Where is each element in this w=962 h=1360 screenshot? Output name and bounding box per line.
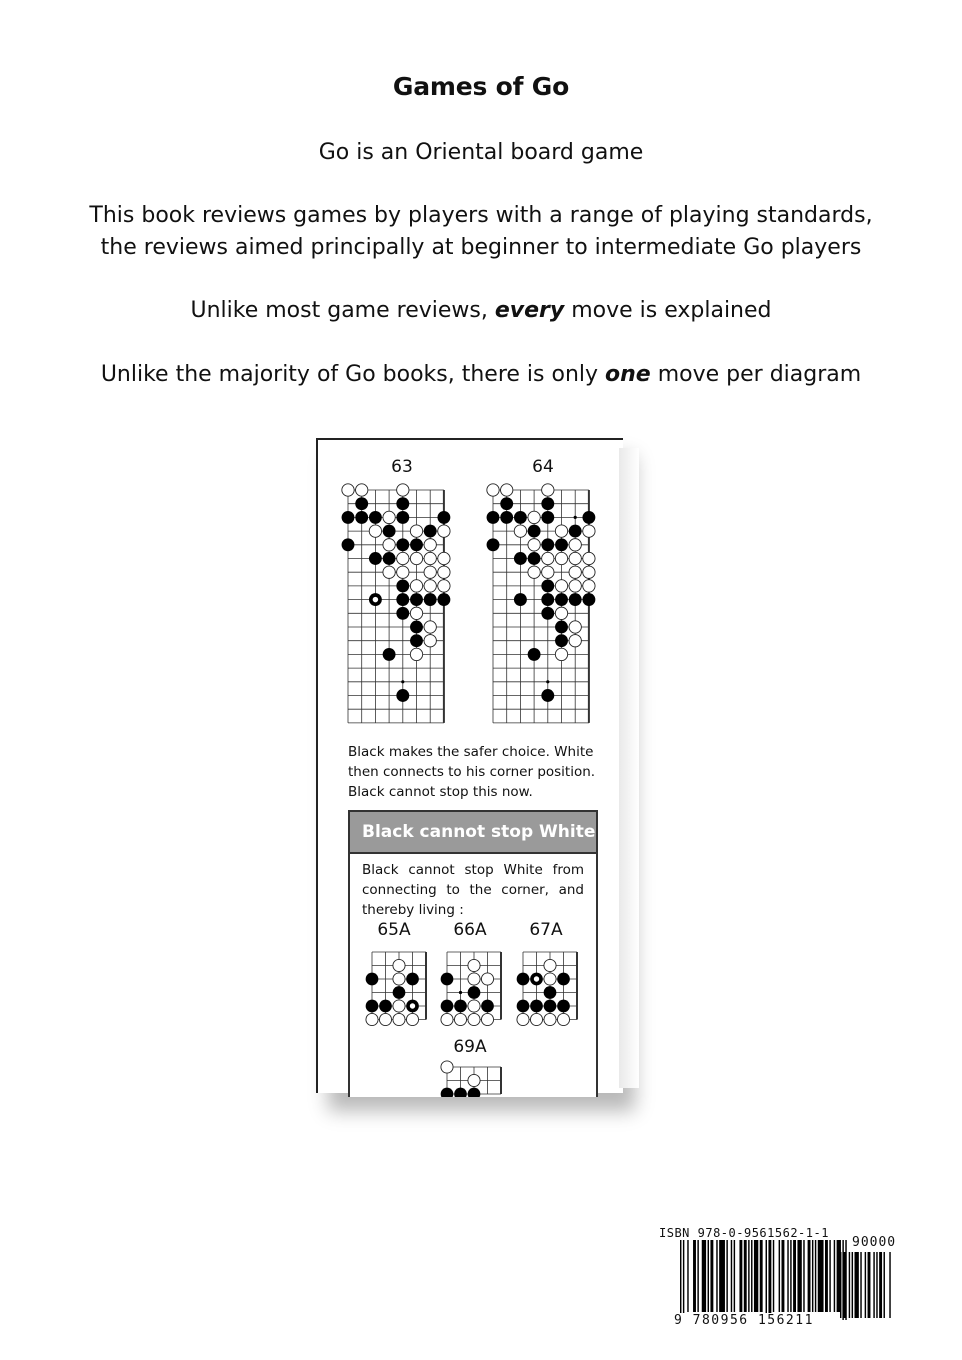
black-stone (528, 648, 541, 661)
black-stone (396, 511, 409, 524)
black-stone (396, 607, 409, 620)
diagram-label-64: 64 (532, 457, 554, 477)
black-stone (557, 1000, 570, 1013)
barcode (672, 1240, 932, 1320)
black-stone (437, 593, 450, 606)
black-stone (437, 511, 450, 524)
black-stone (514, 511, 527, 524)
white-stone (454, 1013, 466, 1025)
diagram-label-63: 63 (391, 457, 413, 477)
barcode-digits: 9 780956 156211 (674, 1313, 814, 1328)
black-stone (555, 634, 568, 647)
star-point (401, 680, 404, 683)
go-board-69a (441, 1061, 501, 1097)
white-stone (555, 607, 567, 619)
white-stone (468, 1000, 480, 1012)
go-board-66a (441, 952, 501, 1026)
white-stone (544, 973, 556, 985)
black-stone (530, 1000, 543, 1013)
white-stone (383, 511, 395, 523)
caption-line: Black makes the safer choice. White (348, 744, 594, 760)
white-stone (468, 959, 480, 971)
black-stone (369, 511, 382, 524)
black-stone (424, 525, 437, 538)
black-stone (557, 973, 570, 986)
white-stone (555, 580, 567, 592)
black-stone (544, 986, 557, 999)
white-stone (438, 552, 450, 564)
subtitle: Go is an Oriental board game (318, 140, 644, 165)
star-point (459, 991, 462, 994)
black-stone (396, 538, 409, 551)
black-stone (528, 552, 541, 565)
white-stone (528, 539, 540, 551)
black-stone (355, 497, 368, 510)
caption-line: then connects to his corner position. (348, 764, 596, 780)
torn-edge-shade (619, 448, 639, 1088)
white-stone (542, 552, 554, 564)
white-stone (424, 539, 436, 551)
black-stone (517, 1000, 530, 1013)
white-stone (583, 566, 595, 578)
black-stone (514, 593, 527, 606)
black-stone (468, 986, 481, 999)
black-stone (406, 973, 419, 986)
white-stone (366, 1013, 378, 1025)
black-stone (396, 593, 409, 606)
white-stone (441, 1061, 453, 1073)
black-stone (366, 1000, 379, 1013)
white-stone (441, 1013, 453, 1025)
white-stone (356, 484, 368, 496)
white-stone (383, 566, 395, 578)
black-stone (582, 511, 595, 524)
white-stone (468, 1013, 480, 1025)
white-stone (542, 484, 554, 496)
white-stone (530, 1013, 542, 1025)
white-stone (393, 959, 405, 971)
white-stone (424, 621, 436, 633)
white-stone (542, 566, 554, 578)
black-stone (541, 607, 554, 620)
black-stone (569, 525, 582, 538)
white-stone (555, 525, 567, 537)
white-stone (438, 566, 450, 578)
black-stone (481, 1000, 494, 1013)
black-stone (366, 973, 379, 986)
white-stone (583, 525, 595, 537)
white-stone (514, 525, 526, 537)
white-stone (583, 580, 595, 592)
black-stone (555, 538, 568, 551)
white-stone (569, 580, 581, 592)
white-stone (468, 973, 480, 985)
black-stone (383, 552, 396, 565)
black-stone (544, 1000, 557, 1013)
black-stone (383, 525, 396, 538)
price-code: 90000 (852, 1235, 897, 1250)
white-stone (397, 552, 409, 564)
unlike-line-1 (0, 298, 962, 323)
black-stone (500, 511, 513, 524)
white-stone (383, 539, 395, 551)
star-point (546, 680, 549, 683)
white-stone (487, 484, 499, 496)
sidebar-box-text: Black cannot stop White from connecting to the corner, and thereby living : (362, 862, 584, 918)
white-stone (583, 552, 595, 564)
black-stone (379, 1000, 392, 1013)
diagram-label-65a: 65A (377, 920, 411, 940)
star-point (574, 516, 577, 519)
black-stone (528, 525, 541, 538)
black-stone (487, 538, 500, 551)
barcode-bars (680, 1240, 847, 1320)
white-stone (406, 1013, 418, 1025)
white-stone (555, 552, 567, 564)
black-stone (355, 511, 368, 524)
black-stone (393, 986, 406, 999)
white-stone (410, 580, 422, 592)
diagram-label-69a: 69A (453, 1037, 487, 1057)
black-stone (410, 621, 423, 634)
unlike-2-post: move per diagram (650, 362, 862, 387)
black-stone (500, 497, 513, 510)
black-stone (383, 648, 396, 661)
black-stone (454, 1000, 467, 1013)
go-diagrams-63-64 (318, 440, 623, 740)
white-stone (501, 484, 513, 496)
black-stone (441, 973, 454, 986)
excerpt-page (316, 438, 623, 1093)
white-stone (369, 525, 381, 537)
white-stone (557, 1013, 569, 1025)
white-stone (393, 1013, 405, 1025)
black-stone (441, 1000, 454, 1013)
white-stone (438, 580, 450, 592)
diagram-label-66a: 66A (453, 920, 487, 940)
black-stone (410, 634, 423, 647)
white-stone (544, 1013, 556, 1025)
barcode-addon-bars (840, 1252, 891, 1318)
unlike-2-emphasis: one (605, 362, 651, 387)
white-stone (528, 511, 540, 523)
isbn-text: ISBN 978-0-9561562-1-1 (659, 1226, 829, 1240)
white-stone (410, 607, 422, 619)
white-stone (342, 484, 354, 496)
white-stone (397, 566, 409, 578)
white-stone (468, 1074, 480, 1086)
white-stone (397, 484, 409, 496)
black-stone (582, 593, 595, 606)
white-stone (544, 959, 556, 971)
go-board-67a (517, 952, 577, 1026)
black-stone (468, 1088, 481, 1097)
diagram-label-67a: 67A (529, 920, 563, 940)
unlike-1-post: move is explained (564, 298, 772, 323)
white-stone (517, 1013, 529, 1025)
black-stone (569, 593, 582, 606)
go-board-65a (366, 952, 426, 1026)
white-stone (569, 539, 581, 551)
white-stone (410, 552, 422, 564)
unlike-2-pre: Unlike the majority of Go books, there is only (100, 362, 606, 387)
black-stone (555, 593, 568, 606)
white-stone (410, 525, 422, 537)
go-board-63 (342, 484, 451, 723)
black-stone (541, 593, 554, 606)
black-stone (541, 511, 554, 524)
black-stone (514, 552, 527, 565)
black-stone (541, 538, 554, 551)
page-excerpt (316, 438, 646, 1158)
white-stone (438, 525, 450, 537)
book-title: Games of Go (392, 72, 570, 101)
black-stone (369, 552, 382, 565)
white-stone (410, 648, 422, 660)
white-stone (393, 1000, 405, 1012)
white-stone (569, 635, 581, 647)
white-stone (379, 1013, 391, 1025)
white-stone (393, 973, 405, 985)
black-stone (424, 593, 437, 606)
unlike-1-pre: Unlike most game reviews, (190, 298, 495, 323)
white-stone (424, 580, 436, 592)
black-stone (396, 579, 409, 592)
sidebar-box-title: Black cannot stop White (350, 812, 596, 854)
black-stone (541, 497, 554, 510)
white-stone (555, 648, 567, 660)
caption-line: Black cannot stop this now. (348, 784, 533, 800)
unlike-line-2 (0, 362, 962, 387)
black-stone (396, 497, 409, 510)
white-stone (569, 621, 581, 633)
black-stone (342, 538, 355, 551)
black-stone (396, 689, 409, 702)
black-stone (487, 511, 500, 524)
black-stone (410, 538, 423, 551)
white-stone (424, 552, 436, 564)
excerpt-caption (348, 742, 598, 802)
go-board-64 (487, 484, 596, 723)
white-stone (481, 973, 493, 985)
black-stone (541, 579, 554, 592)
white-stone (569, 552, 581, 564)
white-stone (424, 566, 436, 578)
reviews-line-2: the reviews aimed principally at beginner to intermediate Go players (100, 235, 862, 260)
black-stone (342, 511, 355, 524)
sidebar-box (348, 810, 598, 1097)
black-stone (441, 1088, 454, 1097)
black-stone (454, 1088, 467, 1097)
black-stone (517, 973, 530, 986)
black-stone (555, 621, 568, 634)
white-stone (481, 1013, 493, 1025)
white-stone (528, 566, 540, 578)
small-go-diagrams (350, 812, 596, 1097)
reviews-line-1: This book reviews games by players with a range of playing standards, (89, 203, 873, 228)
black-stone (410, 593, 423, 606)
black-stone (541, 689, 554, 702)
white-stone (569, 566, 581, 578)
white-stone (424, 635, 436, 647)
unlike-1-emphasis: every (494, 298, 565, 323)
